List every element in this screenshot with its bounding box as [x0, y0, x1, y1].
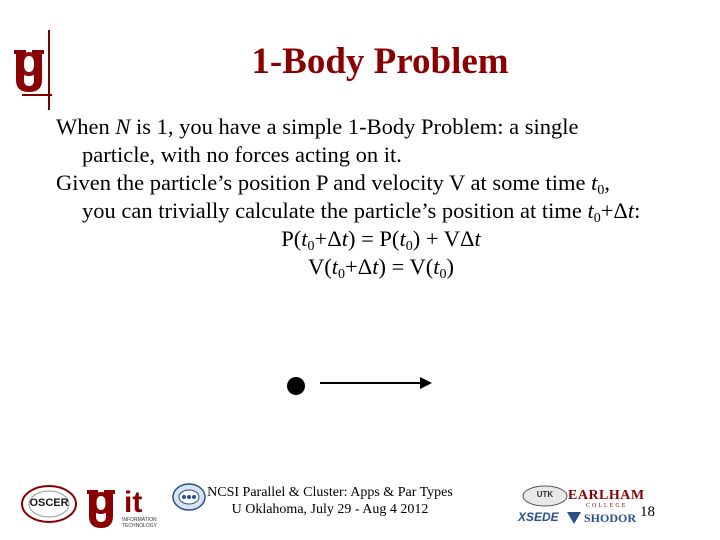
xsede-logo: XSEDE [518, 510, 559, 524]
particle-diagram [280, 370, 440, 406]
footer-line-2: U Oklahoma, July 29 - Aug 4 2012 [231, 502, 429, 517]
header-horizontal-rule [22, 94, 52, 96]
ou-footer-logo [84, 486, 118, 530]
paragraph-2: Given the particle’s position P and velocity V at some time $t_0$, [56, 170, 611, 198]
paragraph-1-continued: particle, with no forces acting on it. [82, 142, 402, 167]
equation-velocity: $V(t_0+\Delta t) = V(t_0)$ [308, 254, 454, 282]
oscer-logo: OSCER [20, 484, 78, 524]
header-vertical-rule [48, 30, 50, 110]
earlham-logo: EARLHAM COLLEGE [568, 488, 645, 509]
utk-logo: UTK [522, 484, 568, 508]
slide-title: 1-Body Problem [251, 41, 509, 82]
paragraph-1: When N is 1, you have a simple 1-Body Problem: a single [56, 114, 579, 139]
particle-dot [287, 377, 305, 395]
ou-it-logo: it INFORMATION TECHNOLOGY [122, 486, 158, 529]
paragraph-2-continued: you can trivially calculate the particle’s position at time $t_0+\Delta t$: [82, 198, 641, 226]
shodor-logo: SHODOR [566, 508, 640, 528]
equation-position: $P(t_0+\Delta t) = P(t_0) + V\Delta t$ [281, 226, 481, 254]
ou-logo-icon [10, 44, 48, 94]
page-number: 18 [640, 504, 655, 520]
footer-text [190, 484, 470, 518]
slide-body [56, 113, 706, 281]
footer-line-1: NCSI Parallel & Cluster: Apps & Par Types [207, 485, 453, 500]
velocity-arrow-head [420, 377, 432, 389]
